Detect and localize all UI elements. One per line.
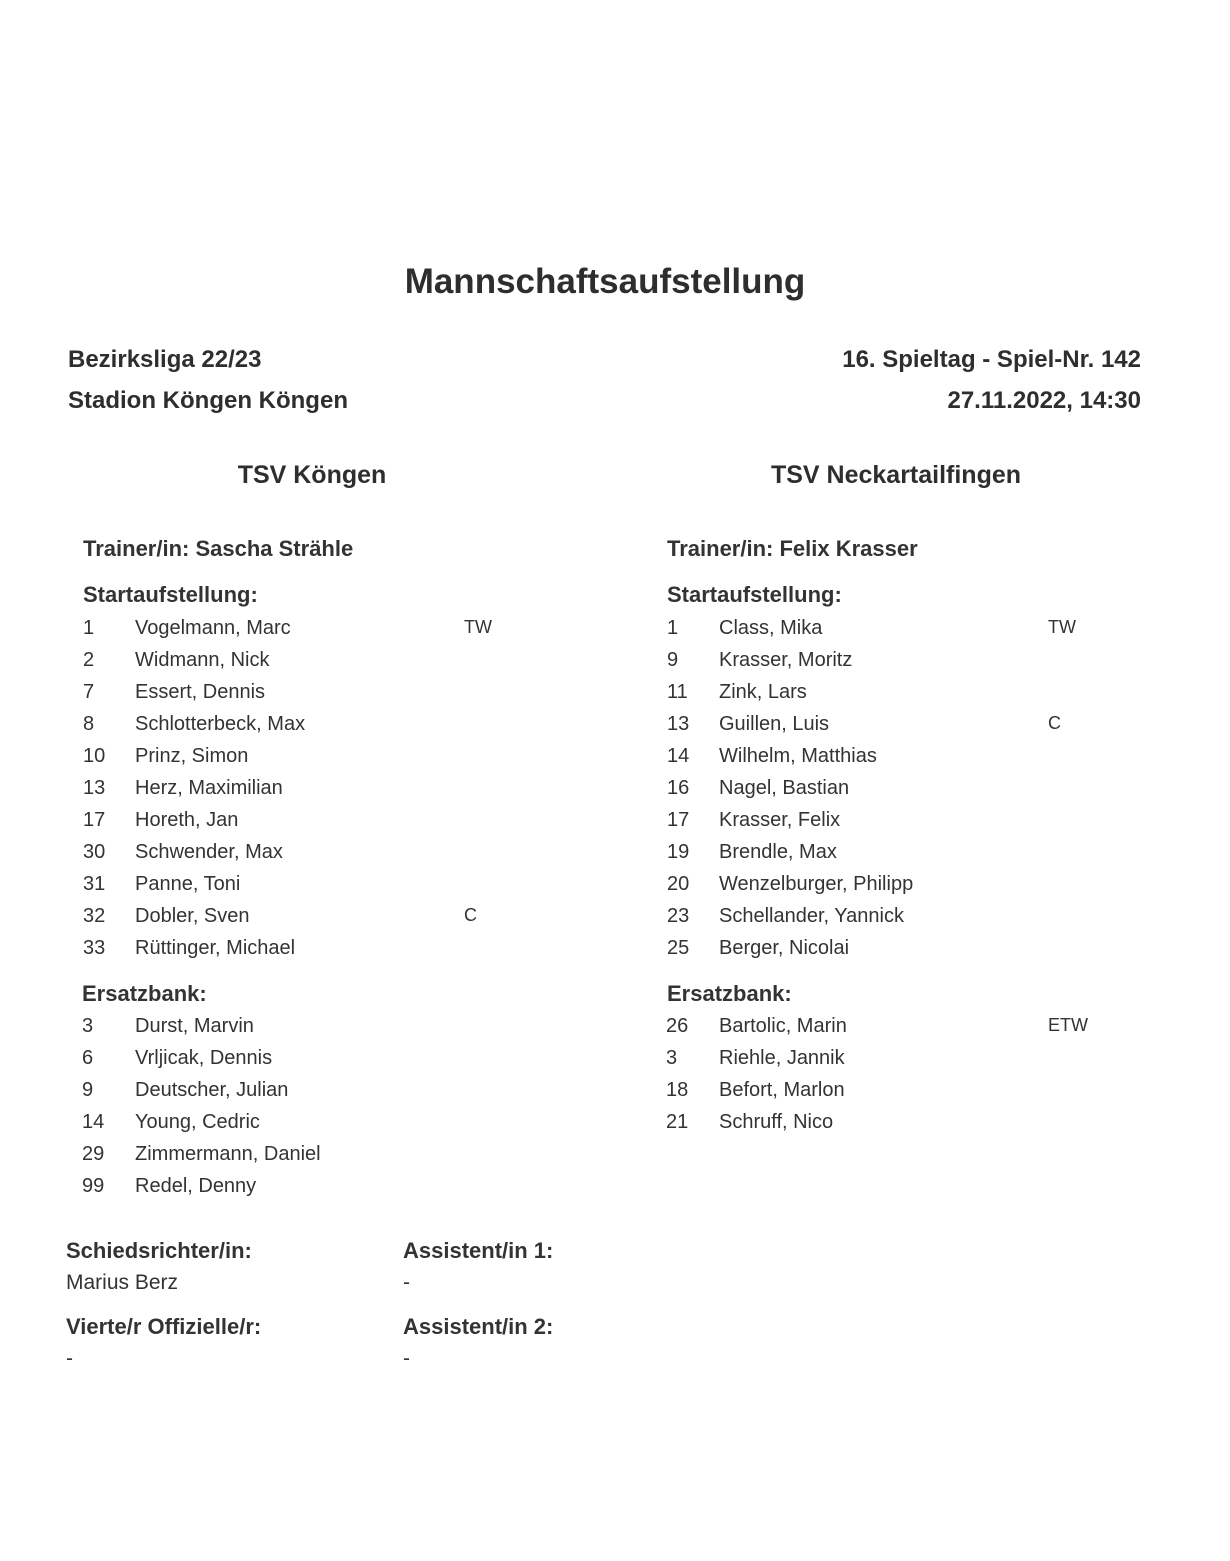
- player-name: Nagel, Bastian: [719, 777, 850, 799]
- player-role: C: [464, 905, 477, 925]
- player-name: Prinz, Simon: [135, 745, 249, 767]
- player-row: [83, 745, 563, 777]
- player-name: Riehle, Jannik: [719, 1047, 845, 1069]
- player-row: [83, 841, 563, 873]
- player-row: [82, 1143, 562, 1175]
- assistant1-label: Assistent/in 1:: [403, 1238, 554, 1263]
- fourth-official-name: -: [66, 1347, 73, 1370]
- player-number: 23: [667, 905, 690, 927]
- player-row: [667, 713, 1147, 745]
- away-team-name: TSV Neckartailfingen: [770, 461, 1022, 489]
- player-row: [83, 809, 563, 841]
- player-name: Redel, Denny: [135, 1175, 257, 1197]
- player-name: Wenzelburger, Philipp: [719, 873, 914, 895]
- player-name: Widmann, Nick: [135, 649, 270, 671]
- player-name: Dobler, Sven: [135, 905, 250, 927]
- home-bench-label: Ersatzbank:: [82, 981, 207, 1006]
- player-role: C: [1048, 713, 1061, 733]
- player-number: 13: [83, 777, 106, 799]
- player-name: Schwender, Max: [135, 841, 283, 863]
- page-title: Mannschaftsaufstellung: [404, 262, 806, 301]
- player-number: 10: [83, 745, 106, 767]
- player-number: 7: [83, 681, 95, 703]
- player-row: [667, 905, 1147, 937]
- player-number: 1: [83, 617, 95, 639]
- player-row: [667, 777, 1147, 809]
- player-name: Schellander, Yannick: [719, 905, 904, 927]
- player-row: [667, 809, 1147, 841]
- match-datetime: 27.11.2022, 14:30: [947, 387, 1141, 414]
- player-name: Zimmermann, Daniel: [135, 1143, 321, 1165]
- referee-name: Marius Berz: [66, 1271, 179, 1294]
- player-number: 26: [666, 1015, 689, 1037]
- player-number: 2: [83, 649, 95, 671]
- player-role: ETW: [1048, 1015, 1088, 1035]
- player-number: 33: [83, 937, 106, 959]
- player-name: Vogelmann, Marc: [135, 617, 291, 639]
- player-number: 9: [82, 1079, 94, 1101]
- player-row: [83, 937, 563, 969]
- home-coach: Trainer/in: Sascha Strähle: [83, 536, 354, 561]
- player-number: 21: [666, 1111, 689, 1133]
- assistant2-label: Assistent/in 2:: [403, 1314, 554, 1339]
- player-row: [83, 713, 563, 745]
- player-number: 3: [666, 1047, 678, 1069]
- player-row: [666, 1015, 1146, 1047]
- player-number: 31: [83, 873, 106, 895]
- player-name: Krasser, Moritz: [719, 649, 853, 671]
- player-number: 17: [667, 809, 690, 831]
- player-name: Deutscher, Julian: [135, 1079, 289, 1101]
- player-name: Guillen, Luis: [719, 713, 830, 735]
- player-row: [667, 681, 1147, 713]
- player-number: 14: [667, 745, 690, 767]
- player-row: [667, 841, 1147, 873]
- player-number: 29: [82, 1143, 105, 1165]
- player-number: 17: [83, 809, 106, 831]
- away-coach: Trainer/in: Felix Krasser: [667, 536, 918, 561]
- player-row: [666, 1111, 1146, 1143]
- player-row: [666, 1047, 1146, 1079]
- player-row: [667, 745, 1147, 777]
- away-start-label: Startaufstellung:: [667, 582, 842, 607]
- player-number: 14: [82, 1111, 105, 1133]
- player-row: [82, 1175, 562, 1207]
- player-row: [82, 1015, 562, 1047]
- player-number: 16: [667, 777, 690, 799]
- player-number: 3: [82, 1015, 94, 1037]
- player-row: [667, 649, 1147, 681]
- home-start-label: Startaufstellung:: [83, 582, 258, 607]
- player-number: 8: [83, 713, 95, 735]
- player-name: Schruff, Nico: [719, 1111, 834, 1133]
- player-row: [83, 681, 563, 713]
- player-row: [666, 1079, 1146, 1111]
- player-name: Essert, Dennis: [135, 681, 266, 703]
- player-name: Vrljicak, Dennis: [135, 1047, 273, 1069]
- assistant2-name: -: [403, 1347, 410, 1370]
- player-number: 6: [82, 1047, 94, 1069]
- player-row: [82, 1111, 562, 1143]
- player-row: [82, 1047, 562, 1079]
- player-name: Horeth, Jan: [135, 809, 239, 831]
- fourth-official-label: Vierte/r Offizielle/r:: [66, 1314, 262, 1339]
- player-number: 13: [667, 713, 690, 735]
- player-role: TW: [1048, 617, 1076, 637]
- player-row: [83, 617, 563, 649]
- player-name: Wilhelm, Matthias: [719, 745, 877, 767]
- player-row: [667, 937, 1147, 969]
- player-number: 99: [82, 1175, 105, 1197]
- player-number: 19: [667, 841, 690, 863]
- player-number: 11: [667, 681, 688, 703]
- player-name: Brendle, Max: [719, 841, 837, 863]
- player-name: Rüttinger, Michael: [135, 937, 296, 959]
- player-row: [83, 873, 563, 905]
- player-row: [83, 905, 563, 937]
- player-row: [667, 873, 1147, 905]
- referee-label: Schiedsrichter/in:: [66, 1238, 252, 1263]
- home-team-name: TSV Köngen: [237, 461, 387, 489]
- venue: Stadion Köngen Köngen: [68, 387, 348, 414]
- player-name: Bartolic, Marin: [719, 1015, 847, 1037]
- player-name: Schlotterbeck, Max: [135, 713, 306, 735]
- matchday: 16. Spieltag - Spiel-Nr. 142: [842, 346, 1141, 373]
- assistant1-name: -: [403, 1271, 410, 1294]
- player-row: [83, 649, 563, 681]
- player-name: Durst, Marvin: [135, 1015, 254, 1037]
- away-bench-label: Ersatzbank:: [667, 981, 792, 1006]
- player-number: 25: [667, 937, 690, 959]
- player-name: Zink, Lars: [719, 681, 807, 703]
- player-role: TW: [464, 617, 492, 637]
- player-name: Berger, Nicolai: [719, 937, 850, 959]
- player-name: Panne, Toni: [135, 873, 241, 895]
- player-number: 20: [667, 873, 690, 895]
- player-row: [83, 777, 563, 809]
- player-number: 1: [667, 617, 679, 639]
- player-name: Herz, Maximilian: [135, 777, 283, 799]
- player-number: 18: [666, 1079, 689, 1101]
- player-row: [82, 1079, 562, 1111]
- player-number: 32: [83, 905, 106, 927]
- player-name: Krasser, Felix: [719, 809, 841, 831]
- player-row: [667, 617, 1147, 649]
- player-number: 9: [667, 649, 679, 671]
- player-name: Class, Mika: [719, 617, 823, 639]
- player-name: Befort, Marlon: [719, 1079, 845, 1101]
- player-number: 30: [83, 841, 106, 863]
- league: Bezirksliga 22/23: [68, 346, 262, 373]
- player-name: Young, Cedric: [135, 1111, 260, 1133]
